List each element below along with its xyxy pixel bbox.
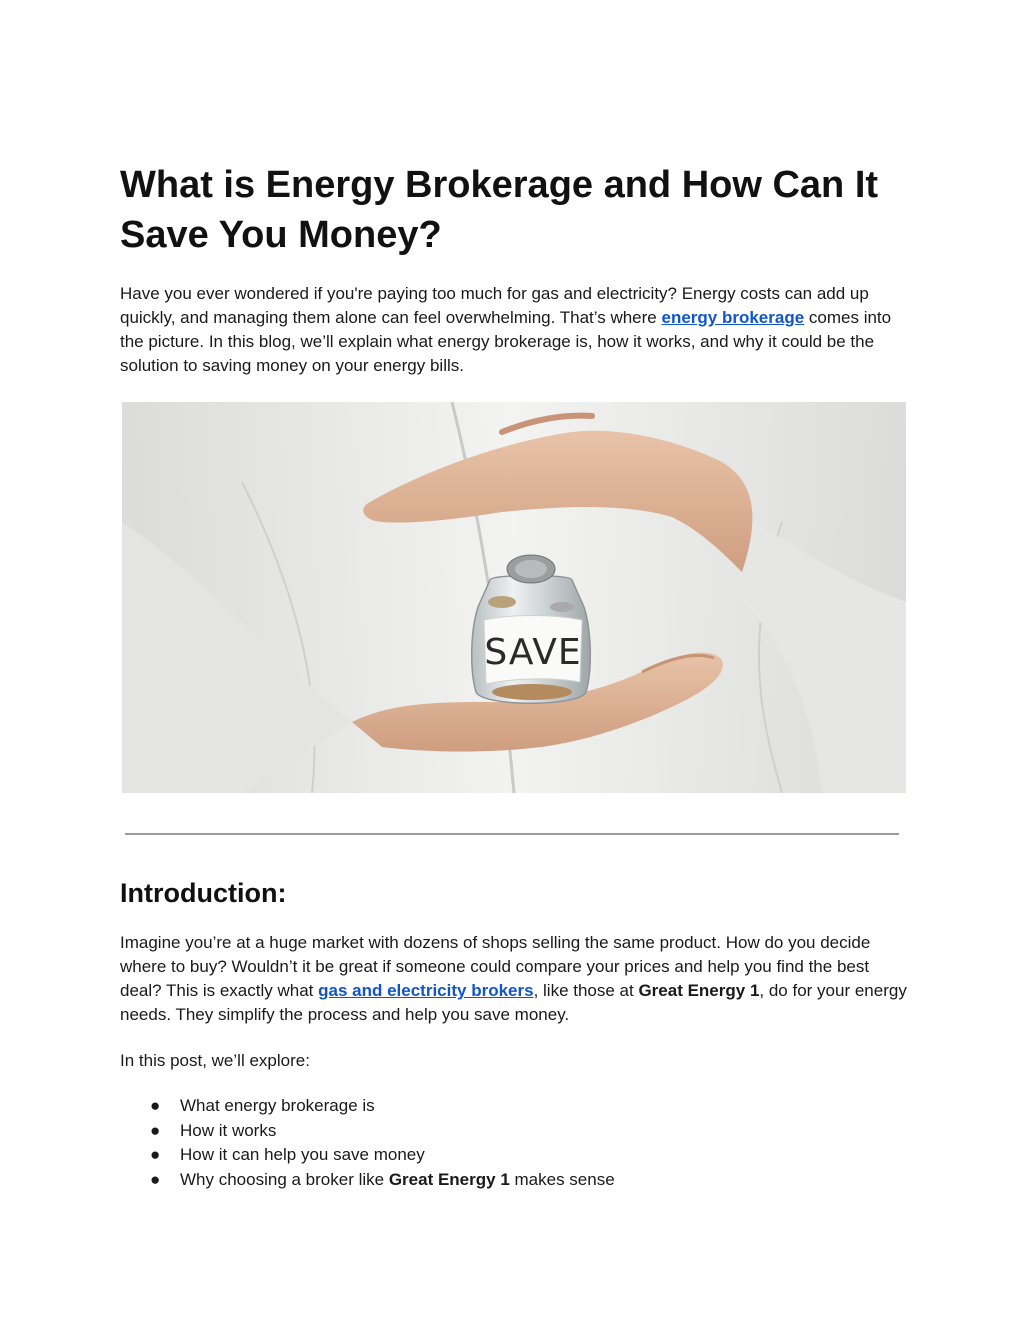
intro-paragraph <box>120 282 910 378</box>
gas-electricity-brokers-link[interactable]: gas and electricity brokers <box>318 981 534 1000</box>
list-item-text: How it works <box>180 1120 277 1140</box>
list-item-text: What energy brokerage is <box>180 1096 375 1115</box>
lead-in-text: In this post, we’ll explore: <box>120 1051 310 1070</box>
list-item-brand: Great Energy 1 <box>388 1169 510 1189</box>
energy-brokerage-link[interactable]: energy brokerage <box>661 308 805 327</box>
section-text-3: , do for your energy needs. They simplify the process and help you save money. <box>120 981 907 1024</box>
list-item <box>120 1143 615 1168</box>
intro-text-1: Have you ever wondered if you're paying too much for gas and electricity? Energy costs can add up quickly, and managing them alone can feel overwhelming. That’s where <box>120 284 869 327</box>
section-text-1: Imagine you’re at a huge market with dozens of shops selling the same product. How do you decide where to buy? Wouldn’t it be great if someone could compare your prices and help you find the best deal? This is exactly what <box>120 933 871 1000</box>
bullet-icon: ● <box>150 1096 161 1115</box>
list-item-text-1: Why choosing a broker like <box>180 1169 389 1189</box>
list-item <box>120 1119 615 1144</box>
bullet-icon: ● <box>150 1145 161 1164</box>
section-heading: Introduction: <box>120 878 287 908</box>
article-title: What is Energy Brokerage and How Can It Save You Money? <box>120 164 879 256</box>
list-item <box>120 1094 615 1119</box>
list-item-text-2: makes sense <box>509 1169 615 1189</box>
section-text-2: , like those at <box>533 981 639 1000</box>
brand-name: Great Energy 1 <box>638 981 760 1000</box>
section-paragraph <box>120 931 910 1027</box>
bullet-list <box>120 1094 615 1192</box>
list-item-text: How it can help you save money <box>180 1145 425 1164</box>
horizontal-divider <box>125 833 899 835</box>
bullet-icon: ● <box>150 1120 161 1140</box>
save-jar-illustration <box>122 402 906 793</box>
hero-image <box>122 402 906 793</box>
bullet-icon: ● <box>150 1169 161 1189</box>
jar-label-text: SAVE <box>484 632 582 673</box>
intro-text-2: comes into the picture. In this blog, we’ll explain what energy brokerage is, how it works, and why it could be the solution to saving money on your energy bills. <box>120 308 892 375</box>
list-item <box>120 1168 615 1193</box>
